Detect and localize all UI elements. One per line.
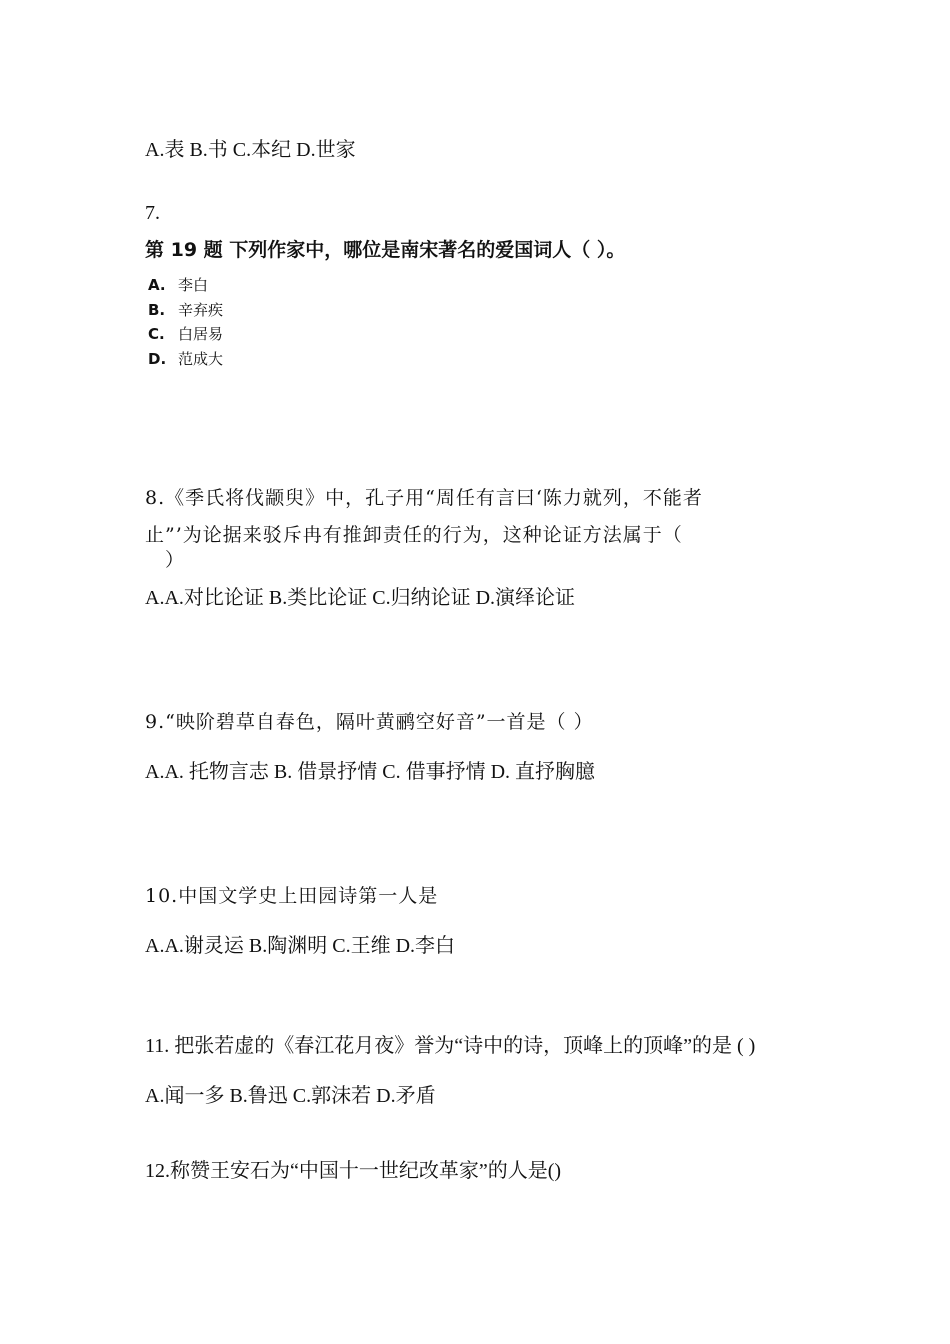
q9-options: A.A. 托物言志 B. 借景抒情 C. 借事抒情 D. 直抒胸臆 — [145, 761, 596, 783]
q10-options: A.A.谢灵运 B.陶渊明 C.王维 D.李白 — [145, 935, 456, 957]
option-text: 白居易 — [178, 325, 224, 343]
q8-stem-line3: ） — [165, 549, 185, 571]
option-text: 范成大 — [178, 349, 224, 368]
q7-option-b — [148, 299, 223, 324]
option-key: C. — [148, 325, 165, 343]
option-key: A. — [148, 276, 166, 294]
q8-options: A.A.对比论证 B.类比论证 C.归纳论证 D.演绎论证 — [145, 587, 576, 609]
q6-options: A.表 B.书 C.本纪 D.世家 — [145, 139, 356, 161]
option-key: D. — [148, 349, 167, 368]
option-text: 辛弃疾 — [178, 300, 224, 319]
q7-option-a — [148, 274, 223, 299]
q8-stem-line2: 止”’为论据来驳斥冉有推卸责任的行为，这种论证方法属于（ — [145, 524, 683, 546]
q7-option-c — [148, 323, 223, 348]
q8-stem-line1: 8.《季氏将伐颛臾》中，孔子用“周任有言曰‘陈力就列，不能者 — [145, 487, 703, 509]
q7-options-list — [148, 274, 223, 372]
q10-stem: 10.中国文学史上田园诗第一人是 — [145, 885, 439, 907]
q7-title: 第 19 题 下列作家中，哪位是南宋著名的爱国词人（ ）。 — [145, 239, 626, 261]
q12-stem: 12.称赞王安石为“中国十一世纪改革家”的人是() — [145, 1160, 562, 1182]
option-text: 李白 — [178, 276, 209, 294]
q9-stem: 9.“映阶碧草自春色，隔叶黄鹂空好音”一首是（ ） — [145, 711, 594, 733]
q11-options: A.闻一多 B.鲁迅 C.郭沫若 D.矛盾 — [145, 1085, 436, 1107]
q11-stem: 11. 把张若虚的《春江花月夜》誉为“诗中的诗，顶峰上的顶峰”的是 ( ) — [145, 1035, 756, 1057]
q7-option-d — [148, 348, 223, 373]
option-key: B. — [148, 300, 166, 319]
q7-number: 7. — [145, 202, 160, 224]
